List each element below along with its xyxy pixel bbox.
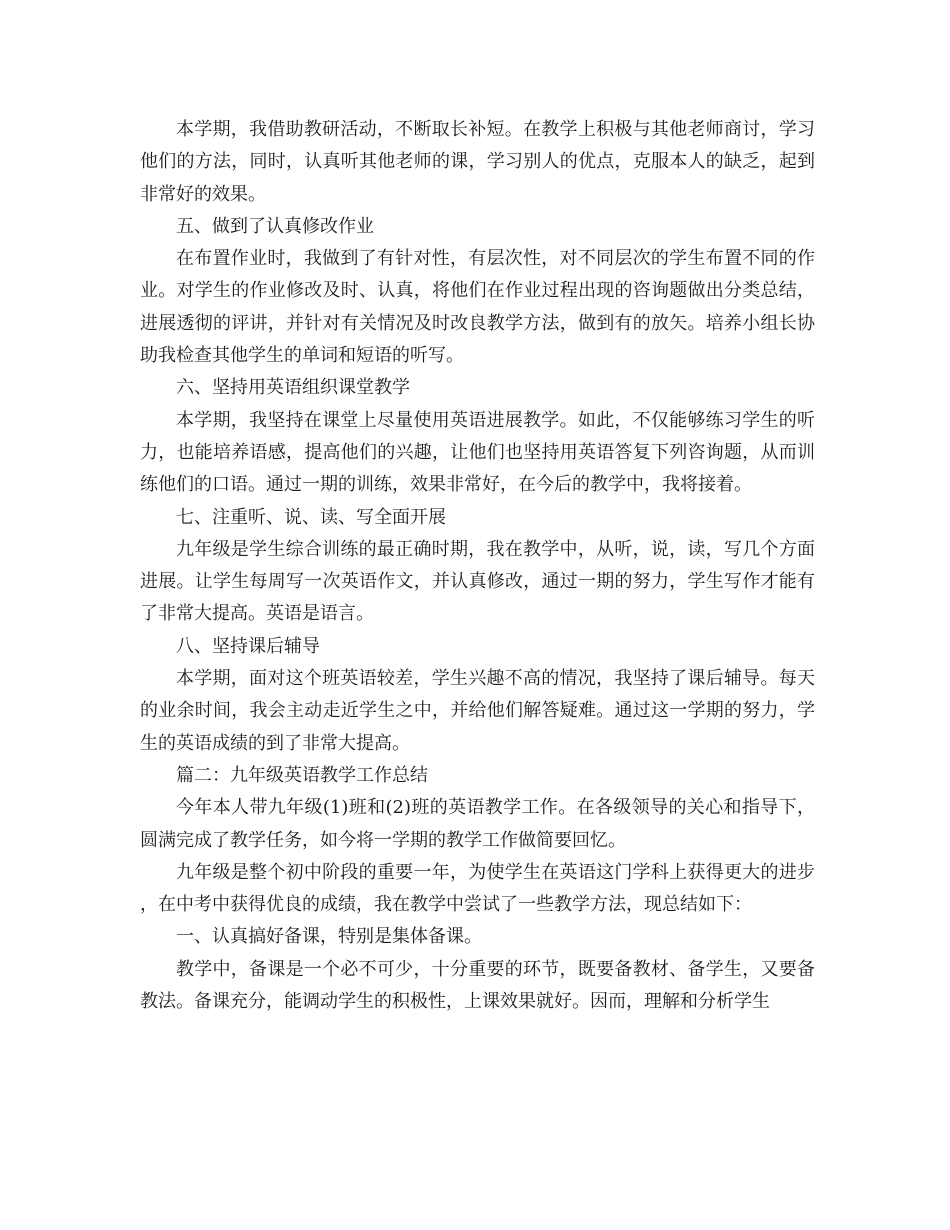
document-body	[140, 114, 815, 1018]
paragraph: 本学期，我坚持在课堂上尽量使用英语进展教学。如此，不仅能够练习学生的听力，也能培养语感，提高他们的兴趣，让他们也坚持用英语答复下列咨询题，从而训练他们的口语。通过一期的训练，效果非常好，在今后的教学中，我将接着。	[140, 409, 815, 496]
section-heading: 六、坚持用英语组织课堂教学	[176, 377, 410, 399]
paragraph: 九年级是学生综合训练的最正确时期，我在教学中，从听，说，读，写几个方面进展。让学生每周写一次英语作文，并认真修改，通过一期的努力，学生写作才能有了非常大提高。英语是语言。	[140, 538, 815, 625]
paragraph: 今年本人带九年级(1)班和(2)班的英语教学工作。在各级领导的关心和指导下，圆满完成了教学任务，如今将一学期的教学工作做简要回忆。	[140, 797, 815, 851]
paragraph: 在布置作业时，我做到了有针对性，有层次性，对不同层次的学生布置不同的作业。对学生的作业修改及时、认真，将他们在作业过程出现的咨询题做出分类总结，进展透彻的评讲，并针对有关情况及时改良教学方法，做到有的放矢。培养小组长协助我检查其他学生的单词和短语的听写。	[140, 248, 815, 367]
paragraph: 教学中，备课是一个必不可少，十分重要的环节，既要备教材、备学生，又要备教法。备课充分，能调动学生的积极性，上课效果就好。因而，理解和分析学生	[140, 958, 815, 1013]
section-heading: 一、认真搞好备课，特别是集体备课。	[176, 926, 482, 948]
paragraph: 九年级是整个初中阶段的重要一年，为使学生在英语这门学科上获得更大的进步，在中考中获得优良的成绩，我在教学中尝试了一些教学方法，现总结如下：	[140, 861, 815, 916]
paragraph: 本学期，我借助教研活动，不断取长补短。在教学上积极与其他老师商讨，学习他们的方法，同时，认真听其他老师的课，学习别人的优点，克服本人的缺乏，起到非常好的效果。	[140, 119, 815, 205]
section-heading: 八、坚持课后辅导	[176, 635, 320, 657]
article-heading: 篇二：九年级英语教学工作总结	[176, 764, 428, 786]
paragraph: 本学期，面对这个班英语较差，学生兴趣不高的情况，我坚持了课后辅导。每天的业余时间，我会主动走近学生之中，并给他们解答疑难。通过这一学期的努力，学生的英语成绩的到了非常大提高。	[140, 668, 815, 754]
section-heading: 五、做到了认真修改作业	[176, 215, 374, 237]
section-heading: 七、注重听、说、读、写全面开展	[176, 506, 446, 528]
